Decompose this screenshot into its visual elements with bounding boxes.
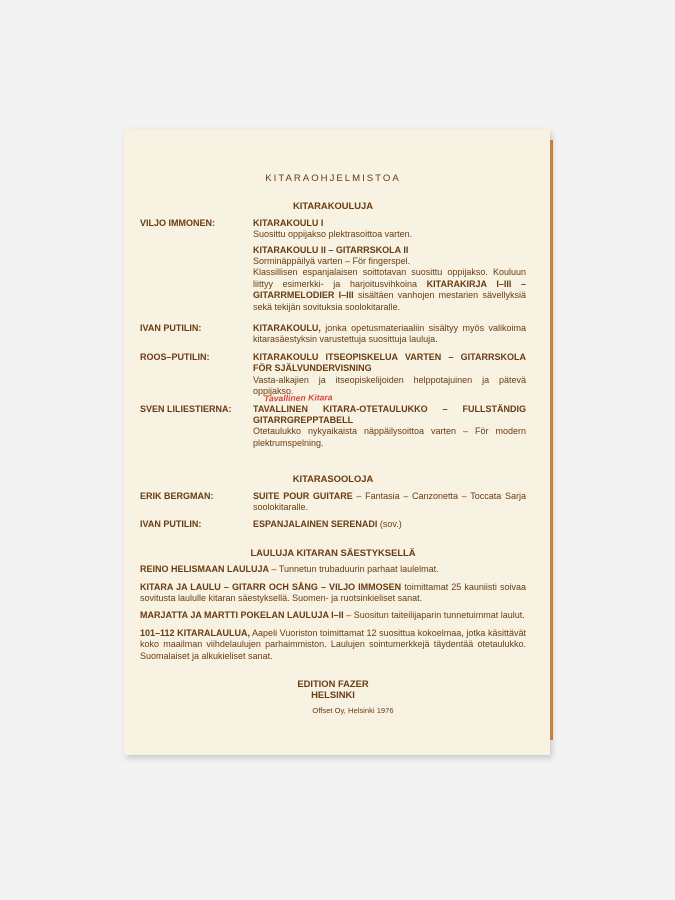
work-title: KITARAKOULU ITSEOPISKELUA VARTEN – GITARRSKOLA FÖR SJÄLVUNDERVISNING	[253, 351, 526, 374]
author-name: VILJO IMMONEN:	[140, 217, 216, 228]
song-item: REINO HELISMAAN LAULUJA – Tunnetun trubaduurin parhaat laulelmat.	[140, 564, 439, 575]
work-title: ESPANJALAINEN SERENADI	[253, 519, 378, 530]
work-desc: Suosittu oppijakso plektrasoittoa varten.	[253, 229, 413, 240]
entry-roos-putilin	[140, 352, 526, 398]
song-item: MARJATTA JA MARTTI POKELAN LAULUJA I–II – Suositun taiteilijaparin tunnetuimmat laulut.	[140, 610, 525, 621]
author-name: IVAN PUTILIN:	[140, 519, 202, 530]
work-title: KITARAKOULU II – GITARRSKOLA II	[253, 244, 409, 255]
work-title: KITARAKIRJA I–III – GITARRMELODIER I–III	[253, 278, 526, 301]
work-desc: Sorminäppäilyä varten – För fingerspel.	[253, 256, 411, 267]
work-desc: jonka opetusmateriaaliin sisältyy myös valikoima kitarasäestyksin varustettuja suosittuja lauluja.	[253, 323, 526, 345]
author-name: IVAN PUTILIN:	[140, 323, 202, 334]
work-desc: – Fantasia – Canzonetta – Toccata Sarja soolokitaralle.	[253, 490, 526, 512]
song-item: 101–112 KITARALAULUA, Aapeli Vuoriston toimittamat 12 suosittua kokoelmaa, jotka käsittävät koko maailman viihdelaulujen parhaimmiston. Laulujen sointumerkkejä täydentää otetaulukko. Suomalaiset ja alkukieliset sanat.	[140, 627, 526, 661]
author-name: SVEN LILIESTIERNA:	[140, 403, 232, 414]
book-back-cover	[124, 129, 550, 755]
printer-line: Offset Oy, Helsinki 1976	[312, 705, 394, 715]
cover-content	[140, 173, 526, 716]
section-laulu: LAULUJA KITARAN SÄESTYKSELLÄ	[250, 546, 416, 558]
work-desc: (sov.)	[379, 519, 402, 530]
work-title: KITARAKOULU I	[253, 217, 324, 228]
work-title: TAVALLINEN KITARA-OTETAULUKKO – FULLSTÄNDIG GITARRGREPPTABELL	[253, 403, 526, 425]
section-kitarakouluja: KITARAKOULUJA	[292, 200, 374, 212]
red-overprint-stamp: Tavallinen Kitara	[263, 392, 333, 404]
entry-putilin	[140, 323, 526, 346]
work-desc: Vasta-alkajien ja itseopiskelijoiden helppotajuinen ja pätevä oppijakso.	[253, 374, 526, 397]
page-title: KITARAOHJELMISTOA	[265, 173, 401, 184]
section-kitarasooloja: KITARASOOLOJA	[292, 473, 374, 485]
entry-bergman	[140, 491, 526, 514]
song-item: KITARA JA LAULU – GITARR OCH SÅNG – VILJO IMMOSEN toimittamat 25 kauniisti soivaa sovitusta laululle kitaran säestyksellä. Suomen- ja ruotsinkieliset sanat.	[140, 581, 526, 603]
work-desc: Klassillisen espanjalaisen soittotavan suosittu oppijakso. Kouluun liittyy esimerkki- ja harjoitusvihkoina	[253, 267, 526, 289]
publisher-name: EDITION FAZER	[297, 678, 369, 689]
entry-putilin-serenadi	[140, 519, 526, 530]
work-title: SUITE POUR GUITARE	[253, 490, 353, 501]
work-desc: Otetaulukko nykyaikaista näppäilysoittoa varten – För modern plektrumspelning.	[253, 426, 526, 448]
work-title: KITARAKOULU,	[253, 323, 321, 334]
author-name: ERIK BERGMAN:	[140, 490, 214, 501]
work-desc: sisältäen vanhojen mestarien sävellyksiä sekä tekijän sovituksia soolokitaralle.	[253, 290, 526, 312]
publisher-city: HELSINKI	[311, 689, 355, 701]
entry-liliestierna	[140, 404, 526, 450]
entry-immonen	[140, 218, 526, 317]
author-name: ROOS–PUTILIN:	[140, 351, 210, 362]
